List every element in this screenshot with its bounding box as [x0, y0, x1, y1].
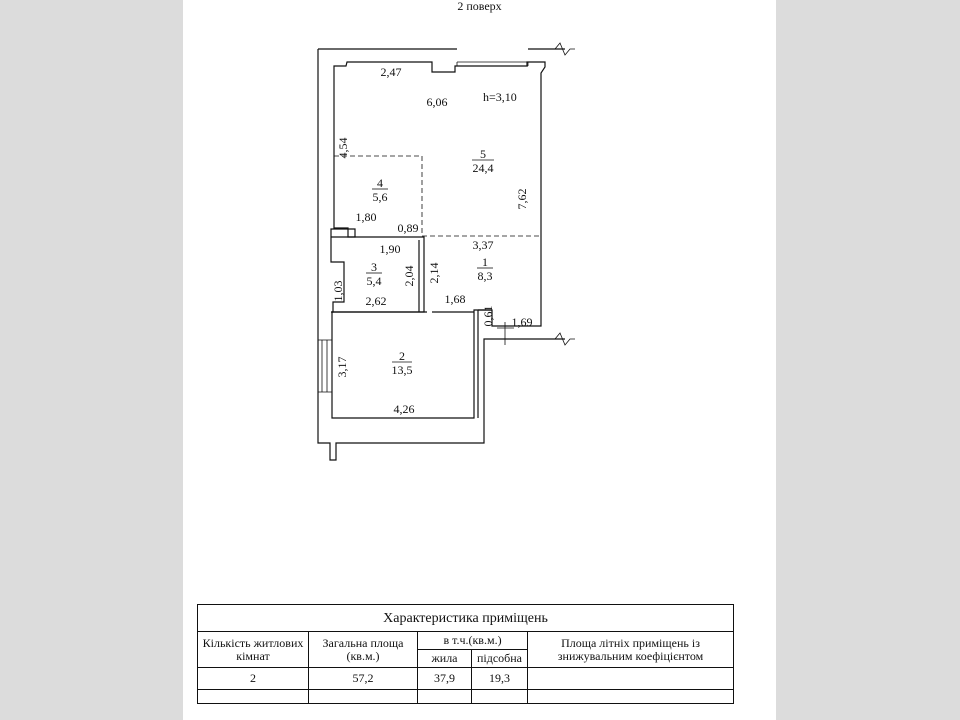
room-2-label — [392, 349, 413, 377]
cell-empty — [309, 690, 418, 704]
room-number: 2 — [399, 349, 405, 363]
zone-line — [334, 156, 541, 236]
dimension-label: 7,62 — [515, 188, 529, 210]
dimension-label: 0,89 — [397, 221, 419, 235]
room-number: 3 — [371, 260, 377, 274]
col-living-area: жила — [418, 650, 472, 668]
room-number: 5 — [480, 147, 486, 161]
room-area: 8,3 — [477, 269, 493, 283]
cell-empty — [528, 690, 734, 704]
room-3-label — [366, 260, 382, 288]
col-including: в т.ч.(кв.м.) — [418, 632, 528, 650]
floor-label: 2 поверх — [457, 0, 502, 13]
room-5-label — [472, 147, 494, 175]
room-4-label — [372, 176, 388, 204]
dimension-label: 3,37 — [472, 238, 494, 252]
ceiling-height: h=3,10 — [483, 90, 517, 104]
room-area: 13,5 — [391, 363, 413, 377]
table-row — [198, 668, 734, 690]
room-number: 4 — [377, 176, 383, 190]
col-summer-area: Площа літніх приміщень із знижувальним коефіцієнтом — [528, 632, 734, 668]
room-number: 1 — [482, 255, 488, 269]
col-aux-area: підсобна — [472, 650, 528, 668]
inner-wall — [331, 62, 545, 418]
dimension-label: 1,68 — [444, 292, 466, 306]
outer-wall — [318, 49, 565, 460]
dimension-label: 4,26 — [393, 402, 415, 416]
room-1-label — [477, 255, 493, 283]
dimension-label: 6,06 — [426, 95, 448, 109]
room-characteristics-table — [197, 604, 734, 704]
dimension-label: 0,61 — [481, 305, 495, 327]
col-living-rooms-count: Кількість житлових кімнат — [198, 632, 309, 668]
dimension-label: 1,90 — [379, 242, 401, 256]
cell-total: 57,2 — [309, 668, 418, 690]
cell-empty — [472, 690, 528, 704]
cell-empty — [418, 690, 472, 704]
dimension-label: 1,03 — [331, 280, 345, 302]
cell-summer — [528, 668, 734, 690]
table-title: Характеристика приміщень — [198, 605, 734, 632]
dimension-label: 1,80 — [355, 210, 377, 224]
room-area: 5,6 — [372, 190, 388, 204]
table-row-empty — [198, 690, 734, 704]
col-total-area: Загальна площа (кв.м.) — [309, 632, 418, 668]
cell-empty — [198, 690, 309, 704]
dimension-label: 2,47 — [380, 65, 402, 79]
window-left — [318, 340, 332, 392]
dimension-label: 3,17 — [335, 356, 349, 378]
room-area: 24,4 — [472, 161, 494, 175]
dimension-label: 2,62 — [365, 294, 387, 308]
cell-rooms: 2 — [198, 668, 309, 690]
dimension-label: 2,04 — [402, 265, 416, 287]
room-area: 5,4 — [366, 274, 382, 288]
cell-aux: 19,3 — [472, 668, 528, 690]
cell-living: 37,9 — [418, 668, 472, 690]
dimension-label: 4,54 — [336, 137, 350, 159]
dimension-label: 1,69 — [511, 315, 533, 329]
dimension-label: 2,14 — [427, 262, 441, 284]
